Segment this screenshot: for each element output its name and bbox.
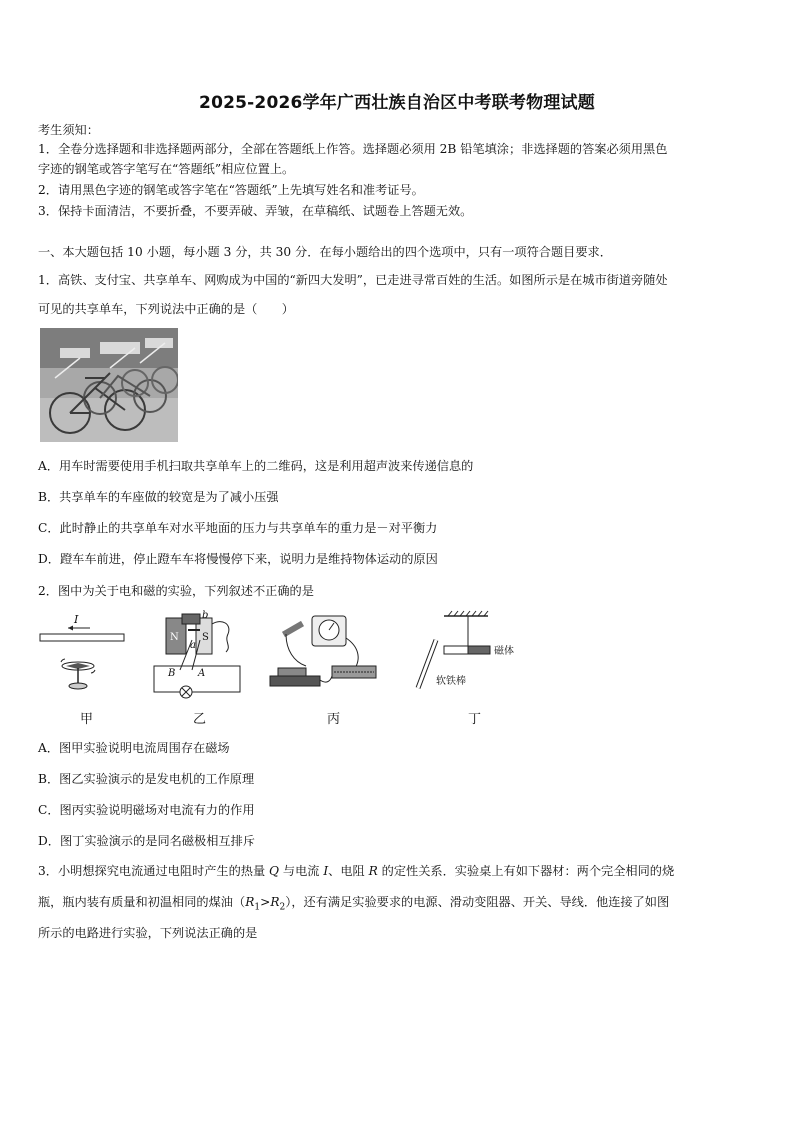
figure-bing xyxy=(266,610,386,699)
figure-jia xyxy=(38,610,128,699)
q1-option-d: D．蹬车车前进，停止蹬车车将慢慢停下来，说明力是维持物体运动的原因 xyxy=(38,552,438,566)
q3-var-q: Q xyxy=(269,864,280,878)
notice-item-1-line-2: 字迹的钢笔或答字笔写在“答题纸”相应位置上。 xyxy=(38,162,295,176)
section-1-heading: 一、本大题包括 10 小题，每小题 3 分，共 30 分．在每小题给出的四个选项中，只有一项符合题目要求． xyxy=(38,245,612,259)
q3-stem-line-2 xyxy=(38,894,669,915)
q3-r2: R xyxy=(270,895,280,909)
q3-stem-line-3: 所示的电路进行实验，下列说法正确的是 xyxy=(38,926,258,940)
q3-r1: R xyxy=(245,895,255,909)
pole-label-s: S xyxy=(202,632,209,643)
q3-text-1b: 与电流 xyxy=(279,864,324,878)
q3-r1-sub: 1 xyxy=(254,902,261,913)
q3-text-2b: ），还有满足实验要求的电源、滑动变阻器、开关、导线．他连接了如图 xyxy=(285,895,670,909)
q2-option-c: C．图丙实验说明磁场对电流有力的作用 xyxy=(38,803,255,817)
notice-item-1-line-1: 1．全卷分选择题和非选择题两部分，全部在答题纸上作答。选择题必须用 2B 铅笔填涂；非选择题的答案必须用黑色 xyxy=(38,142,668,156)
q1-option-a: A．用车时需要使用手机扫取共享单车上的二维码，这是利用超声波来传递信息的 xyxy=(38,459,474,473)
notice-item-2: 2．请用黑色字迹的钢笔或答字笔在“答题纸”上先填写姓名和准考证号。 xyxy=(38,183,424,197)
q3-text-1d: 的定性关系．实验桌上有如下器材：两个完全相同的烧 xyxy=(377,864,675,878)
figure-yi xyxy=(152,610,242,704)
figure-label-yi: 乙 xyxy=(193,712,207,727)
figure-label-ding: 丁 xyxy=(468,712,482,727)
q3-text-1c: 、电阻 xyxy=(328,864,369,878)
q2-option-a: A．图甲实验说明电流周围存在磁场 xyxy=(38,741,230,755)
q3-gt: > xyxy=(260,895,271,909)
figure-ding xyxy=(410,610,520,704)
point-label-b: B xyxy=(168,668,176,679)
point-label-a: A xyxy=(198,668,206,679)
notice-item-3: 3．保持卡面清洁，不要折叠，不要弄破、弄皱，在草稿纸、试题卷上答题无效。 xyxy=(38,204,473,218)
q3-text-2a: 瓶，瓶内装有质量和初温相同的煤油（ xyxy=(38,895,246,909)
q2-option-d: D．图丁实验演示的是同名磁极相互排斥 xyxy=(38,834,255,848)
figure-label-bing: 丙 xyxy=(327,712,341,727)
notice-heading: 考生须知： xyxy=(38,123,99,137)
q2-option-b: B．图乙实验演示的是发电机的工作原理 xyxy=(38,772,255,786)
q1-stem-line-2: 可见的共享单车，下列说法中正确的是（ ） xyxy=(38,302,294,316)
figure-label-jia: 甲 xyxy=(80,712,94,727)
q3-r2-sub: 2 xyxy=(279,902,286,913)
q3-var-i: I xyxy=(323,864,329,878)
magnet-label: 磁体 xyxy=(494,646,514,657)
q3-var-r: R xyxy=(368,864,378,878)
q1-stem-line-1: 1．高铁、支付宝、共享单车、网购成为中国的“新四大发明”，已走进寻常百姓的生活。如图所示是在城市街道旁随处 xyxy=(38,273,668,287)
q3-stem-line-1 xyxy=(38,863,674,879)
q1-option-b: B．共享单车的车座做的较宽是为了减小压强 xyxy=(38,490,279,504)
shared-bike-photo xyxy=(40,328,178,442)
point-label-lower-b: b xyxy=(202,610,209,621)
point-label-lower-a: a xyxy=(190,640,196,651)
q3-text-1a: 3．小明想探究电流通过电阻时产生的热量 xyxy=(38,864,270,878)
soft-iron-label: 软铁棒 xyxy=(436,676,466,687)
q1-option-c: C．此时静止的共享单车对水平地面的压力与共享单车的重力是－对平衡力 xyxy=(38,521,438,535)
page-title: 2025-2026学年广西壮族自治区中考联考物理试题 xyxy=(199,93,595,113)
pole-label-n: N xyxy=(170,632,179,643)
q2-stem: 2．图中为关于电和磁的实验，下列叙述不正确的是 xyxy=(38,584,314,598)
current-label-i: I xyxy=(74,613,79,626)
